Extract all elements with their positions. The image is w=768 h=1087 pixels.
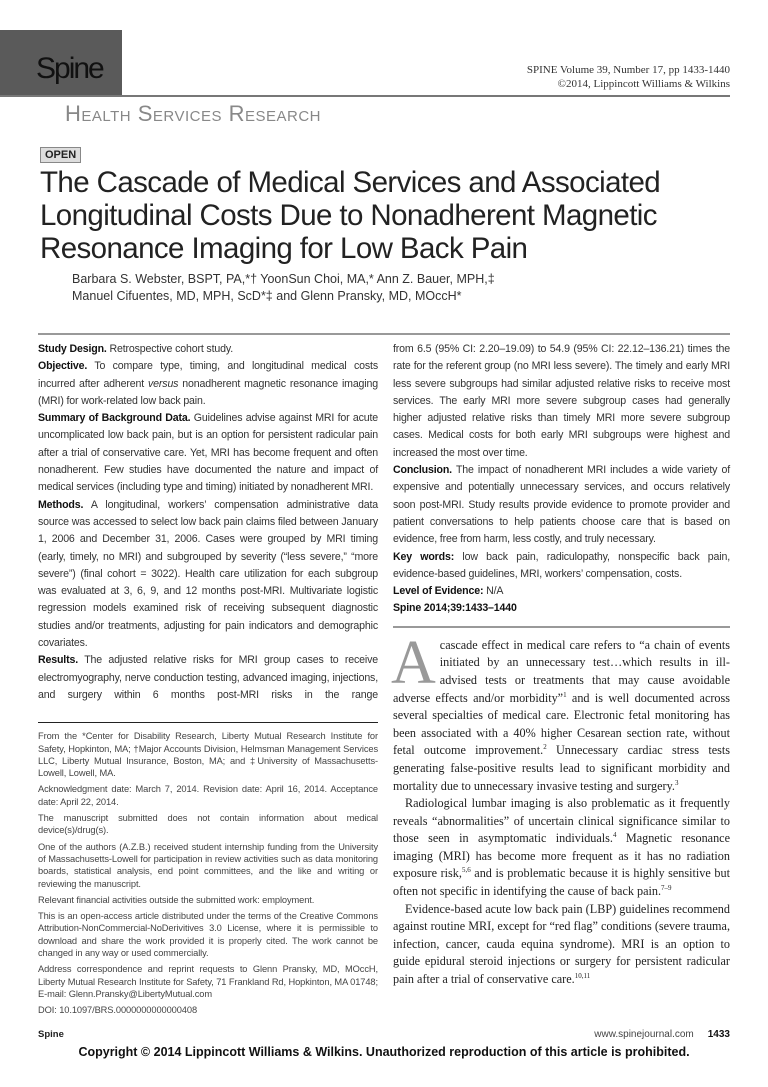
abstract-methods [38, 497, 378, 653]
right-column [393, 341, 730, 1020]
text-segment: Unnecessary cardiac stress tests generating false-positive results lead to significant morbidity and mortality due to unnecessary invasive testing and surgery. [393, 743, 730, 793]
abstract-results-cont: from 6.5 (95% CI: 2.20–19.09) to 54.9 (95% CI: 22.12–136.21) times the rate for the referent group (no MRI less severe). The timely and early MRI less severe subgroups had similar adjusted relative risks to receive most services. The early MRI more severe subgroup cases had generally higher adjusted relative risks than timely MRI more severe subgroup cases. Medical costs for both early MRI subgroups were highest and increased the most over time. [393, 343, 730, 459]
citation-ref[interactable]: 2 [543, 743, 547, 752]
label: Results. [38, 654, 79, 667]
text: N/A [483, 585, 504, 598]
footnote: Address correspondence and reprint requests to Glenn Pransky, MD, MOccH, Liberty Mutual Research Institute for Safety, 71 Frankland Rd, Hopkinton, MA 01748; E-mail: Glenn.Pransky@LibertyMutual.com [38, 964, 378, 999]
text-italic: versus [148, 377, 179, 390]
authors [72, 271, 730, 305]
citation-ref[interactable]: 7–9 [661, 884, 672, 892]
citation-ref[interactable]: 5,6 [461, 866, 471, 875]
citation-ref[interactable]: 3 [674, 778, 679, 787]
body-text [391, 628, 730, 989]
abstract-keywords [393, 549, 730, 584]
footer-journal: Spine [38, 1029, 64, 1041]
label: Conclusion. [393, 464, 452, 477]
abstract-right [393, 341, 730, 618]
body-paragraph [393, 901, 730, 989]
text-segment: and is problematic because it is highly sensitive but often not specific in identifying the cause of back pain. [393, 866, 730, 899]
journal-copyright: ©2014, Lippincott Williams & Wilkins [557, 78, 730, 90]
abstract-objective [38, 358, 378, 410]
abstract-bottom-rule [393, 626, 730, 628]
abstract-level [393, 583, 730, 600]
text-segment: Radiological lumbar imaging is also problematic as it frequently reveals “abnormalities” of uncertain clinical significance similar to those seen in asymptomatic individuals. [393, 796, 730, 846]
abstract-results [38, 652, 378, 704]
columns [38, 341, 730, 1020]
body-paragraph [393, 795, 730, 901]
abstract-citation [393, 600, 730, 617]
footnote: Relevant financial activities outside the submitted work: employment. [38, 894, 315, 905]
authors-line: Manuel Cifuentes, MD, MPH, ScD*‡ and Glenn Pransky, MD, MOccH* [72, 289, 462, 303]
footnote: From the *Center for Disability Research, Liberty Mutual Research Institute for Safety, Hopkinton, MA; †Major Accounts Division, Helmsman Management Services LLC, Liberty Mutual Insurance, Boston, MA; and ‡University of Massachusetts-Lowell, Lowell, MA. [38, 731, 378, 779]
abstract-left [38, 341, 378, 704]
footnote: Acknowledgment date: March 7, 2014. Revision date: April 16, 2014. Acceptance date: April 22, 2014. [38, 784, 378, 807]
left-column [38, 341, 378, 1020]
authors-line: Barbara S. Webster, BSPT, PA,*† YoonSun Choi, MA,* Ann Z. Bauer, MPH,‡ [72, 272, 495, 286]
abstract-conclusion [393, 462, 730, 548]
text: To compare type, timing, and longitudinal medical costs incurred after adherent [38, 360, 378, 390]
article-title: The Cascade of Medical Services and Associated Longitudinal Costs Due to Nonadherent Magnetic Resonance Imaging for Low Back Pain [40, 166, 661, 265]
logo-text: Spine [36, 52, 103, 85]
abstract-study-design [38, 341, 378, 358]
footnote: One of the authors (A.Z.B.) received student internship funding from the University of Massachusetts-Lowell for participation in review activities such as data monitoring boards, statistical analysis, end point committees, and the like and writing or reviewing the manuscript. [38, 841, 378, 889]
text: A longitudinal, workers’ compensation administrative data source was accessed to select low back pain claims filed between January 1, 2006 and December 31, 2006. Cases were grouped by MRI timing (early, timely, no MRI) and subgrouped by severity (“less severe,” “more severe”) (final cohort = 3022). Health care utilization for each subgroup was evaluated at 3, 6, 9, and 12 months post-MRI. Multivariate logistic regression models examined risk of receiving subsequent diagnostic studies and/or treatments, adjusting for pain indicators and demographic covariates. [38, 498, 378, 650]
text: Guidelines advise against MRI for acute uncomplicated low back pain, but is an option for persistent radicular pain after a trial of conservative care. Yet, MRI has become frequent and often nonadherent. Few studies have documented the nature and impact of medical services (including type and timing) initiated by nonadherent MRI. [38, 412, 378, 494]
abstract-background [38, 410, 378, 496]
text: nonadherent magnetic resonance imaging (MRI) for work-related low back pain. [38, 377, 378, 407]
text: The adjusted relative risks for MRI group cases to receive electromyography, nerve conduction testing, advanced imaging, injections, and surgery within 6 months post-MRI risks in the range [38, 654, 378, 701]
footnote-rule [38, 722, 378, 723]
text: Retrospective cohort study. [106, 343, 234, 355]
drop-cap: A [391, 628, 436, 697]
label: Study Design. [38, 343, 107, 355]
label: Summary of Background Data. [38, 412, 191, 425]
text-segment: Evidence-based acute low back pain (LBP) guidelines recommend against routine MRI, except for “red flag” conditions (severe trauma, infection, cancer, cauda equina syndrome). MRI is an option to guide epidural steroid injections or surgery for persistent radicular pain after a trial of conservative care. [393, 901, 730, 987]
open-access-badge: OPEN [40, 147, 81, 163]
citation-ref[interactable]: 4 [612, 831, 617, 840]
text-segment: and is well documented across several specialties of medical care. Electronic fetal monitoring has been associated with a 40% higher Cesarean section rate, without fetal outcome improvement. [393, 690, 730, 758]
footnote: The manuscript submitted does not contain information about medical device(s)/drug(s). [38, 813, 378, 836]
label: Methods. [38, 498, 84, 511]
text: low back pain, radiculopathy, nonspecific back pain, evidence-based guidelines, MRI, workers’ compensation, costs. [393, 550, 731, 580]
footer-right [594, 1028, 730, 1041]
citation-ref[interactable]: 1 [563, 690, 567, 699]
citation-ref[interactable]: 10,11 [574, 971, 591, 980]
text-segment: Magnetic resonance imaging (MRI) has become more frequent as it has no radiation exposure risk, [393, 831, 730, 881]
footer [38, 1028, 730, 1041]
footnotes [38, 730, 378, 1020]
footnote: DOI: 10.1097/BRS.0000000000000408 [38, 1005, 198, 1016]
text: The impact of nonadherent MRI includes a wide variety of expensive and potentially unnecessary services, and occurs relatively soon post-MRI. Study results provide evidence to promote provider and patient conversations to help patients choose care that is based on evidence, free from harm, less costly, and truly necessary. [393, 464, 730, 546]
footnote: This is an open-access article distributed under the terms of the Creative Commons Attribution-NonCommercial-NoDerivitives 3.0 License, where it is permissible to download and share the work provided it is properly cited. The work cannot be changed in any way or used commercially. [38, 911, 378, 958]
abstract-top-rule [38, 333, 730, 335]
label: Key words: [393, 550, 455, 563]
label: Level of Evidence: [393, 585, 484, 598]
footer-url[interactable]: www.spinejournal.com [594, 1029, 694, 1041]
text-segment: cascade effect in medical care refers to “a chain of events initiated by an unnecessary test…which results in ill-advised tests or treatments that may cause avoidable adverse effects and/or morbidity” [393, 637, 730, 705]
label: Objective. [38, 360, 88, 373]
journal-volume: SPINE Volume 39, Number 17, pp 1433-1440 [526, 64, 730, 76]
copyright-notice: Copyright © 2014 Lippincott Williams & Wilkins. Unauthorized reproduction of this article is prohibited. [78, 1045, 690, 1060]
citation: Spine 2014;39:1433–1440 [393, 602, 517, 615]
section-heading: Health Services Research [65, 101, 322, 126]
body-paragraph [391, 628, 730, 795]
page-number: 1433 [707, 1029, 730, 1041]
